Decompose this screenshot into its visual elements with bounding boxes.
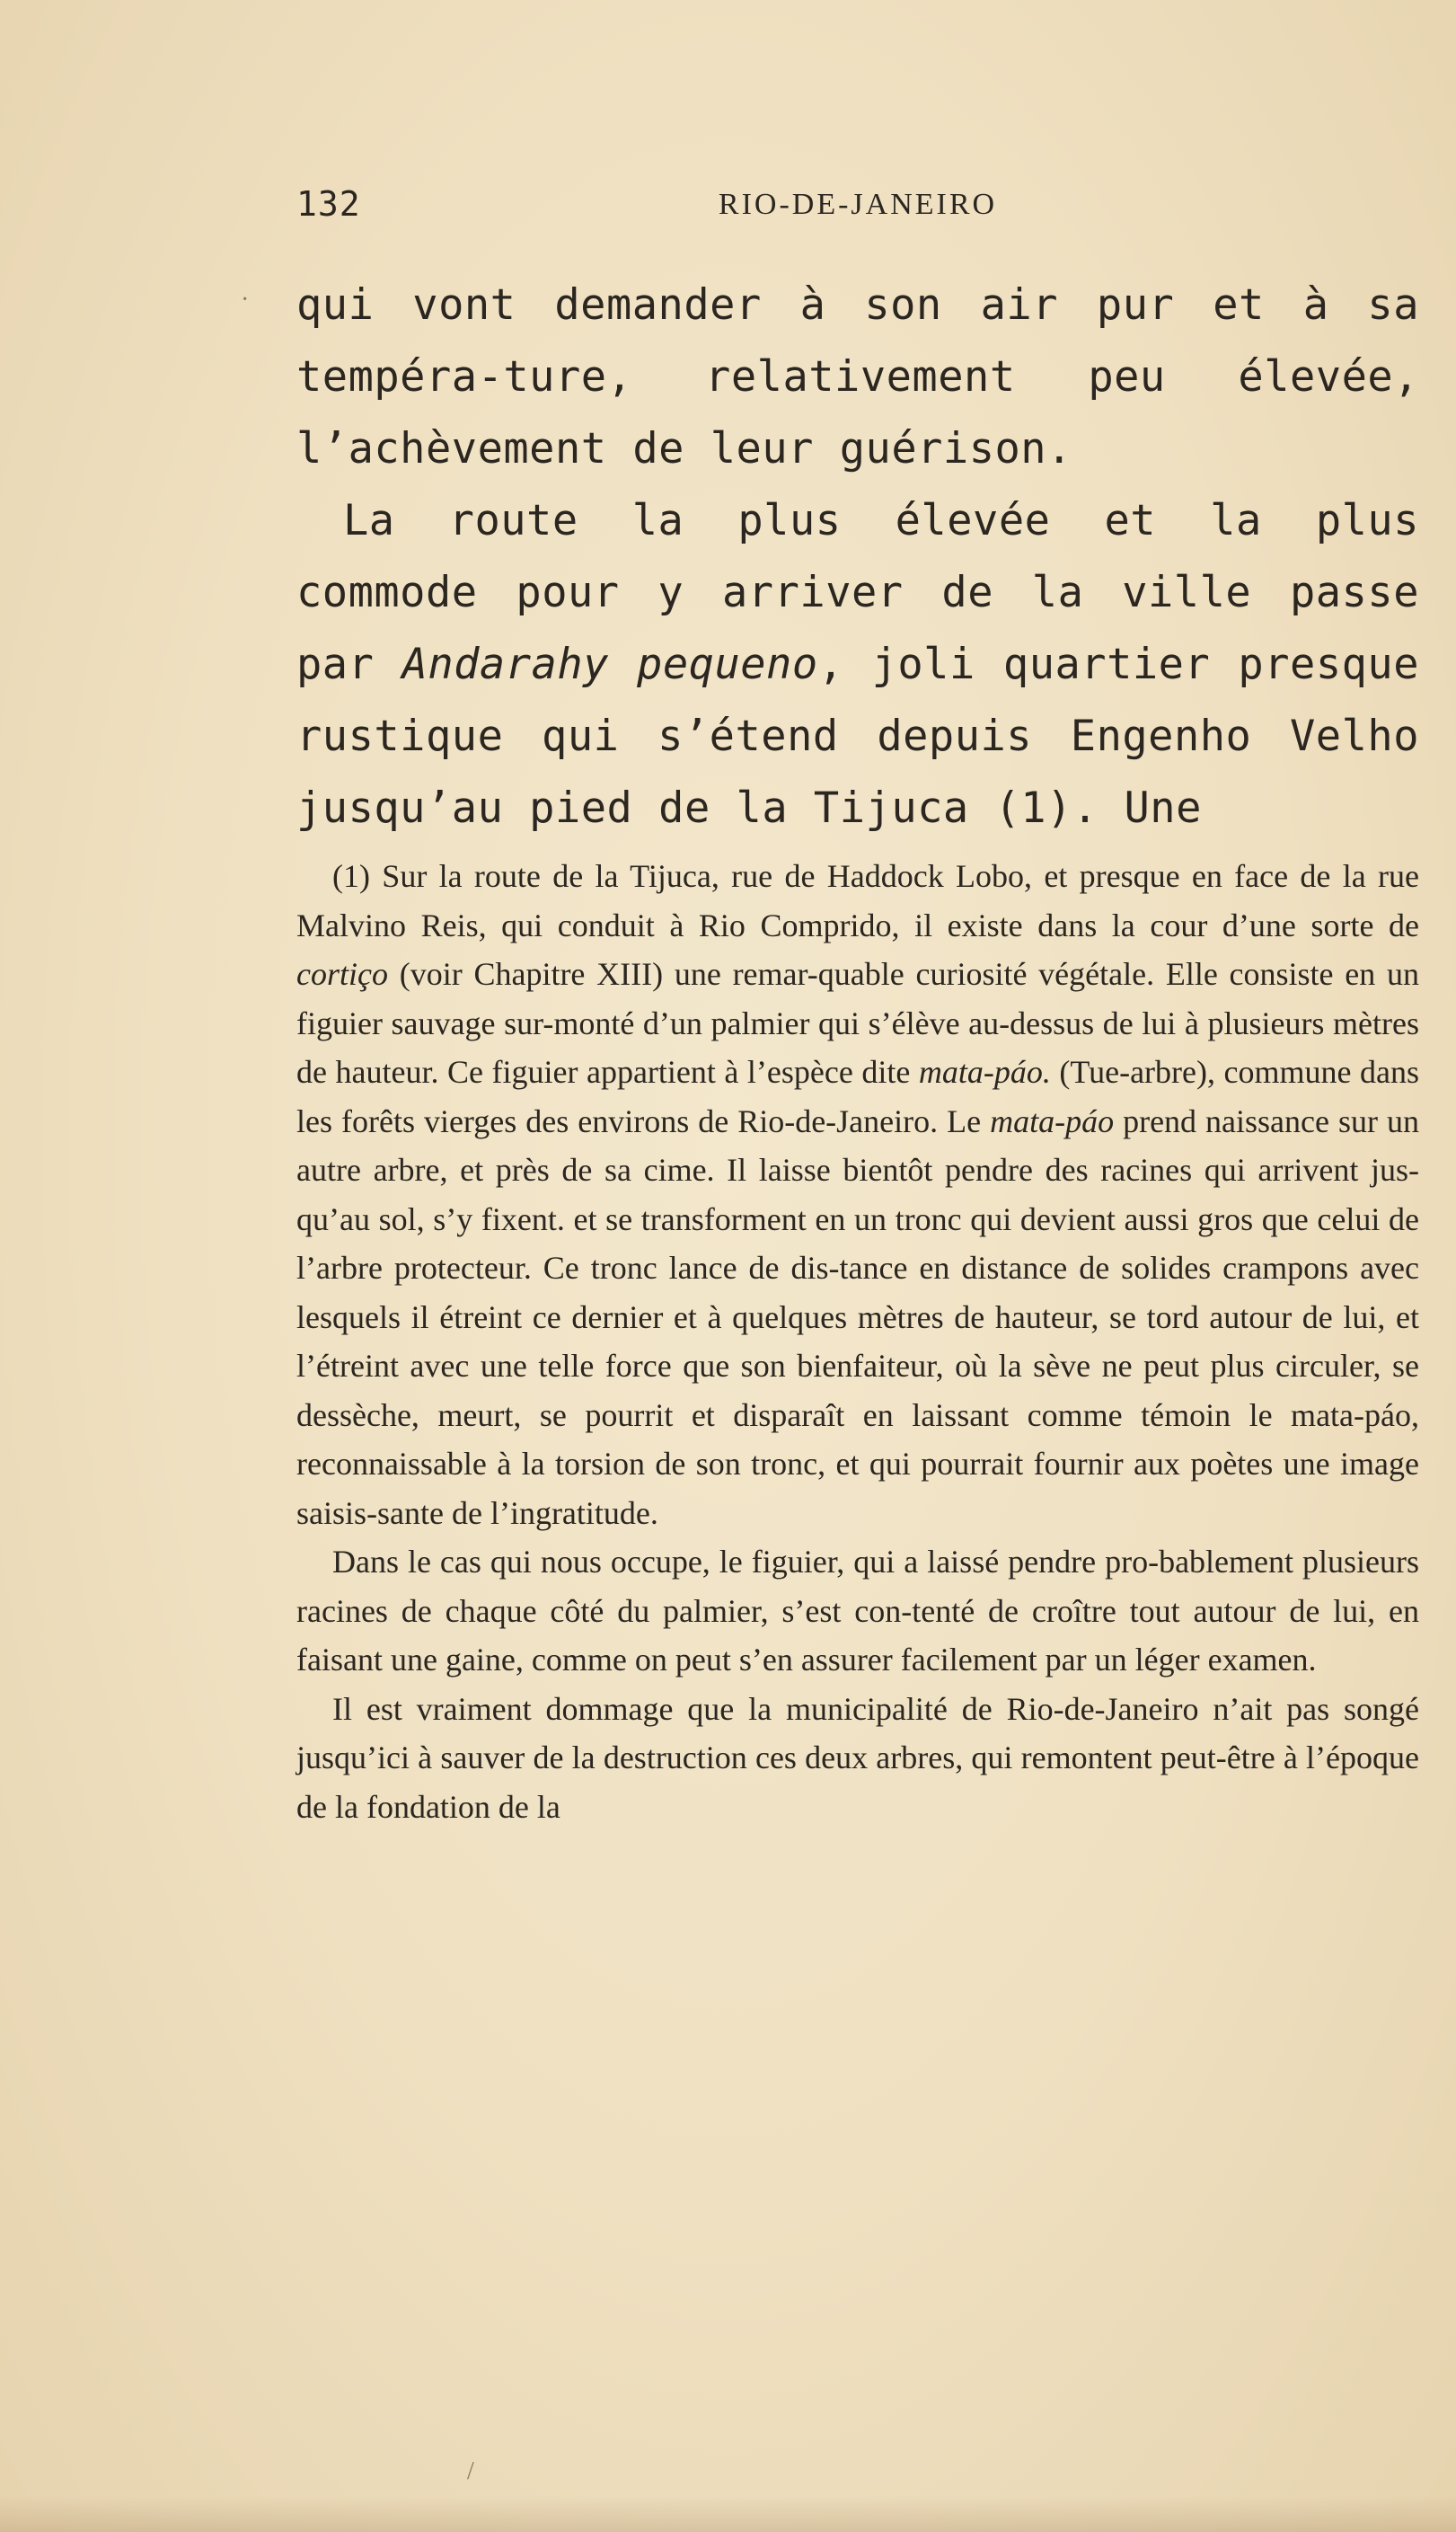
footnote-block — [296, 852, 1419, 1831]
footnote-italic-mata-pao: mata-páo. — [918, 1054, 1051, 1090]
footnote-paragraph-1 — [296, 852, 1419, 1537]
footnote-text-1a: (1) Sur la route de la Tijuca, rue de Haddock Lobo, et presque en face de la rue Malvino Reis, qui conduit à Rio Comprido, il existe dans la cour d’une sorte de — [296, 858, 1419, 943]
footnote-paragraph-2: Dans le cas qui nous occupe, le figuier, qui a laissé pendre pro-bablement plusieurs racines de chaque côté du palmier, s’est con-tenté de croître tout autour de lui, en faisant une gaine, comme on peut s’en assurer facilement par un léger examen. — [296, 1544, 1419, 1678]
footnote-text-1c: (Tue-arbre), commune dans les forêts vierges des environs de Rio-de-Janeiro. Le — [296, 1054, 1419, 1139]
body-paragraph-2-start: La route la plus élevée et la plus commode pour y arriver de la ville passe par — [296, 496, 1419, 689]
margin-dot-mark: · — [241, 286, 250, 314]
main-text — [296, 270, 1419, 845]
footnote-paragraph-3: Il est vraiment dommage que la municipalité de Rio-de-Janeiro n’ait pas songé jusqu’ici à sauver de la destruction ces deux arbres, qui remontent peut-être à l’époque de la fondation de la — [296, 1690, 1419, 1825]
page-number: 132 — [296, 184, 361, 224]
footnote-text-1b: (voir Chapitre XIII) une remar-quable curiosité végétale. Elle consiste en un figuier sauvage sur-monté d’un palmier qui s’élève au-dessus de lui à plusieurs mètres de hauteur. Ce figuier appartient à l’espèce dite — [296, 956, 1419, 1090]
body-paragraph-2-end: , joli quartier presque rustique qui s’étend depuis Engenho Velho jusqu’au pied de la Tijuca (1). Une — [296, 640, 1419, 833]
footnote-italic-cortico: cortiço — [296, 956, 388, 992]
body-paragraph-2 — [296, 485, 1419, 845]
page-header — [296, 184, 1419, 229]
footnote-text-1d: prend naissance sur un autre arbre, et près de sa cime. Il laisse bientôt pendre des racines qui arrivent jus-qu’au sol, s’y fixent. et se transforment en un tronc qui devient aussi gros que celui de l’arbre protecteur. Ce tronc lance de dis-tance en distance de solides crampons avec lesquels il étreint ce dernier et à quelques mètres de hauteur, se tord autour de lui, et l’étreint avec une telle force que son bienfaiteur, où la sève ne peut plus circuler, se dessèche, meurt, se pourrit et disparaît en laissant comme témoin le mata-páo, reconnaissable à la torsion de son tronc, et qui pourrait fournir aux poètes une image saisis-sante de l’ingratitude. — [296, 1102, 1419, 1531]
bottom-slash-mark: / — [467, 2457, 474, 2485]
running-head: RIO-DE-JANEIRO — [718, 188, 998, 221]
footnote-italic-mata-pao-2: mata-páo — [990, 1102, 1115, 1139]
page-bottom-edge — [0, 2496, 1456, 2532]
body-paragraph-1: qui vont demander à son air pur et à sa tempéra-ture, relativement peu élevée, l’achèvement de leur guérison. — [296, 280, 1419, 474]
place-name-italic: Andarahy pequeno — [402, 640, 818, 689]
